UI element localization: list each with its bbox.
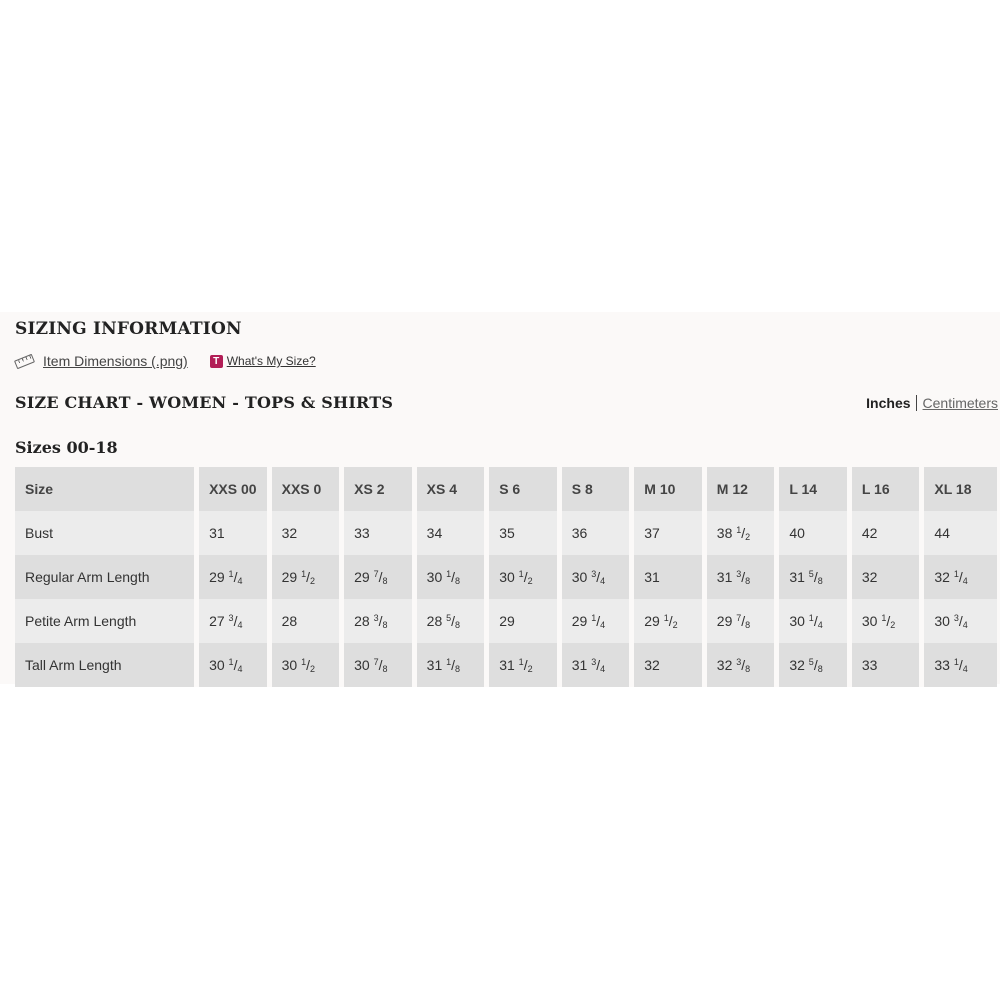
- table-header-row: [15, 467, 997, 511]
- row-label: Tall Arm Length: [15, 643, 199, 687]
- table-cell: 30 $^1/_2$: [489, 555, 562, 599]
- table-cell: 32 $^5/_8$: [779, 643, 852, 687]
- unit-centimeters[interactable]: Centimeters: [922, 395, 998, 411]
- t-badge-icon: T: [210, 355, 223, 368]
- table-cell: 30 $^1/_4$: [779, 599, 852, 643]
- page-title: SIZING INFORMATION: [15, 319, 242, 339]
- table-cell: 34: [417, 511, 490, 555]
- size-column-header: XS 2: [344, 467, 417, 511]
- table-cell: 28: [272, 599, 345, 643]
- table-cell: 30 $^1/_2$: [272, 643, 345, 687]
- table-cell: 31 $^3/_8$: [707, 555, 780, 599]
- size-column-header: L 16: [852, 467, 925, 511]
- table-cell: 32 $^1/_4$: [924, 555, 997, 599]
- table-cell: 30 $^1/_4$: [199, 643, 272, 687]
- table-cell: 37: [634, 511, 707, 555]
- table-cell: 30 $^1/_2$: [852, 599, 925, 643]
- table-cell: 31 $^3/_4$: [562, 643, 635, 687]
- table-cell: 40: [779, 511, 852, 555]
- table-cell: 31: [634, 555, 707, 599]
- table-cell: 32: [852, 555, 925, 599]
- unit-inches[interactable]: Inches: [866, 395, 916, 411]
- size-column-header: M 12: [707, 467, 780, 511]
- table-cell: 30 $^7/_8$: [344, 643, 417, 687]
- row-label: Regular Arm Length: [15, 555, 199, 599]
- table-cell: 29 $^7/_8$: [707, 599, 780, 643]
- size-column-header: XXS 00: [199, 467, 272, 511]
- sizing-links: [15, 350, 316, 372]
- table-cell: 36: [562, 511, 635, 555]
- table-cell: 28 $^5/_8$: [417, 599, 490, 643]
- table-cell: 44: [924, 511, 997, 555]
- table-cell: 29 $^1/_4$: [562, 599, 635, 643]
- table-cell: 30 $^3/_4$: [562, 555, 635, 599]
- size-column-header: L 14: [779, 467, 852, 511]
- unit-toggle: [866, 395, 998, 411]
- size-column-header: M 10: [634, 467, 707, 511]
- whats-my-size-link[interactable]: What's My Size?: [226, 354, 316, 368]
- table-cell: 33: [344, 511, 417, 555]
- size-column-header: S 6: [489, 467, 562, 511]
- table-cell: 29 $^7/_8$: [344, 555, 417, 599]
- row-label: Petite Arm Length: [15, 599, 199, 643]
- ruler-icon: [14, 353, 35, 368]
- table-cell: 29 $^1/_4$: [199, 555, 272, 599]
- table-cell: 35: [489, 511, 562, 555]
- table-row: [15, 555, 997, 599]
- item-dimensions-link[interactable]: Item Dimensions (.png): [43, 353, 188, 369]
- size-column-header: XL 18: [924, 467, 997, 511]
- table-row: [15, 599, 997, 643]
- size-table: [15, 467, 997, 687]
- table-cell: 31 $^5/_8$: [779, 555, 852, 599]
- size-column-header: XXS 0: [272, 467, 345, 511]
- table-cell: 29: [489, 599, 562, 643]
- table-cell: 32 $^3/_8$: [707, 643, 780, 687]
- size-column-header: XS 4: [417, 467, 490, 511]
- table-body: [15, 511, 997, 687]
- table-cell: 30 $^1/_8$: [417, 555, 490, 599]
- table-cell: 32: [272, 511, 345, 555]
- table-cell: 31 $^1/_8$: [417, 643, 490, 687]
- table-cell: 28 $^3/_8$: [344, 599, 417, 643]
- table-row: [15, 643, 997, 687]
- table-cell: 31 $^1/_2$: [489, 643, 562, 687]
- header-size-label: Size: [15, 467, 199, 511]
- table-cell: 30 $^3/_4$: [924, 599, 997, 643]
- table-cell: 29 $^1/_2$: [272, 555, 345, 599]
- table-cell: 38 $^1/_2$: [707, 511, 780, 555]
- table-cell: 42: [852, 511, 925, 555]
- sizes-heading: Sizes 00-18: [15, 438, 118, 457]
- size-chart-title: SIZE CHART - WOMEN - TOPS & SHIRTS: [15, 393, 394, 412]
- table-cell: 33 $^1/_4$: [924, 643, 997, 687]
- table-cell: 29 $^1/_2$: [634, 599, 707, 643]
- table-cell: 31: [199, 511, 272, 555]
- table-cell: 27 $^3/_4$: [199, 599, 272, 643]
- table-cell: 32: [634, 643, 707, 687]
- table-row: [15, 511, 997, 555]
- row-label: Bust: [15, 511, 199, 555]
- size-column-header: S 8: [562, 467, 635, 511]
- table-cell: 33: [852, 643, 925, 687]
